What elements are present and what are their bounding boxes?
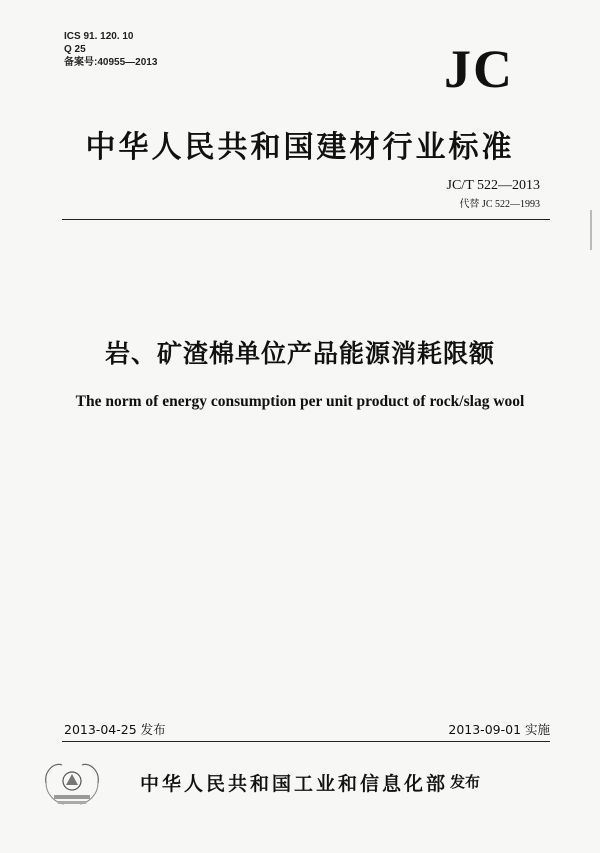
document-title-en: The norm of energy consumption per unit product of rock/slag wool: [75, 393, 525, 410]
publisher-name: 中华人民共和国工业和信息化部: [140, 773, 449, 795]
filing-number: 备案号:40955—2013: [64, 57, 158, 68]
publish-label: 发布: [450, 773, 481, 791]
jc-logo: JC: [444, 39, 514, 99]
issue-date: 2013-04-25 发布: [64, 722, 166, 737]
scan-artifact: [590, 210, 592, 250]
ics-code: ICS 91. 120. 10: [64, 31, 134, 42]
document-title-cn: 岩、矿渣棉单位产品能源消耗限额: [104, 339, 495, 368]
replaces-code: 代替 JC 522—1993: [459, 199, 540, 210]
top-divider: [62, 219, 550, 220]
ministry-emblem-icon: [40, 757, 104, 811]
effective-date: 2013-09-01 实施: [448, 722, 550, 737]
classification-block: [64, 30, 157, 69]
standard-code: JC/T 522—2013: [446, 178, 540, 193]
ccs-code: Q 25: [64, 44, 86, 55]
bottom-divider: [62, 741, 550, 742]
standard-code-block: [447, 178, 540, 210]
standard-title: 中华人民共和国建材行业标准: [85, 130, 515, 165]
